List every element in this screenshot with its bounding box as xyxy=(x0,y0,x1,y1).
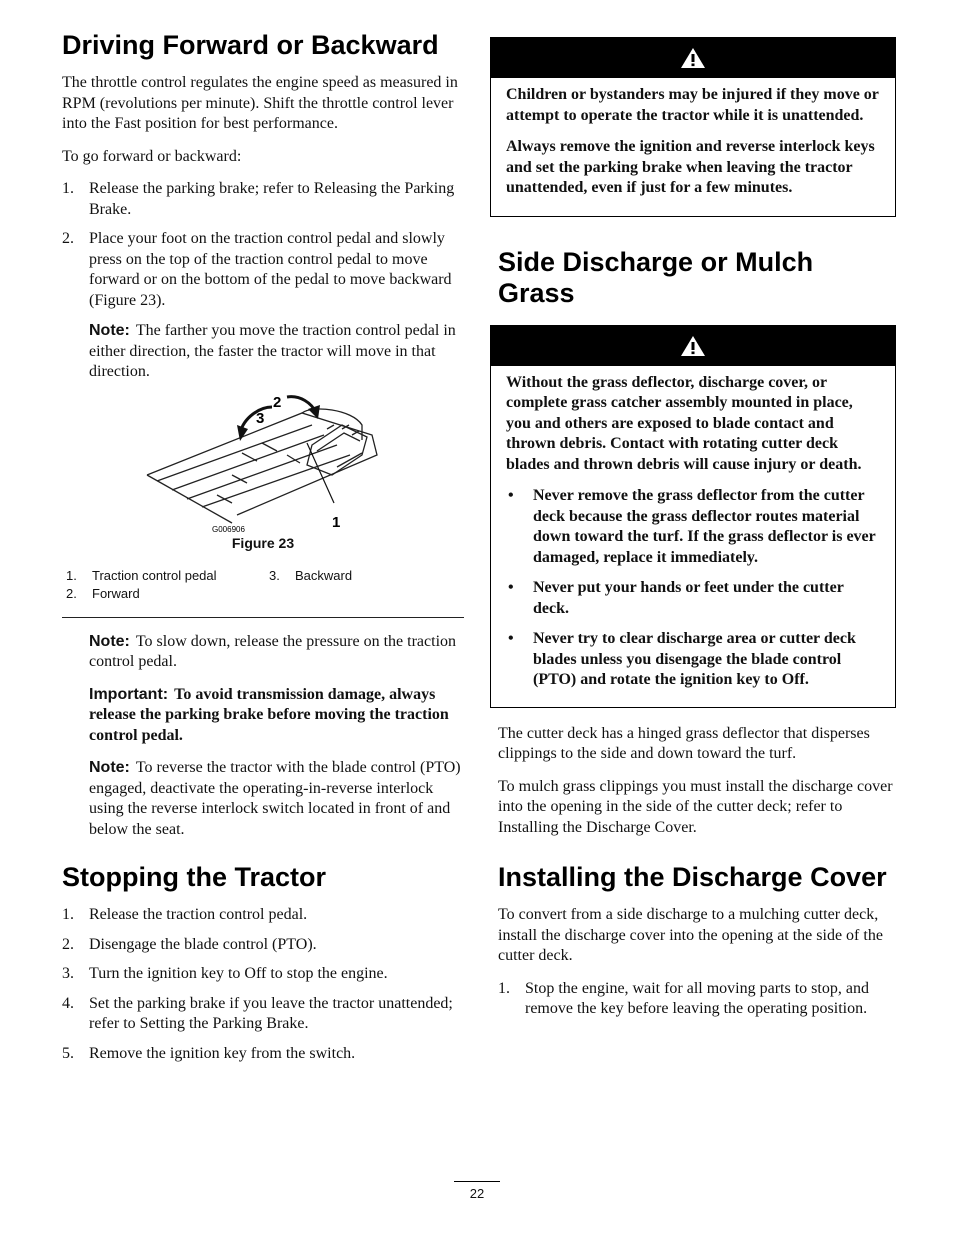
body-paragraph: To convert from a side discharge to a mulching cutter deck, install the discharge cover into the opening at the side of the cutter deck. xyxy=(498,906,883,964)
callout-3: 3 xyxy=(256,409,265,427)
important-transmission: Important: To avoid transmission damage, always release the parking brake before moving the traction control pedal. xyxy=(89,685,449,744)
callout-2: 2 xyxy=(273,394,282,411)
right-column xyxy=(490,37,896,1030)
list-item: • Never remove the grass deflector from the cutter deck because the grass deflector routes material down toward the turf. If the grass deflector is ever damaged, replace it immediately. xyxy=(508,487,876,566)
body-paragraph: The cutter deck has a hinged grass deflector that disperses clippings to the side and down toward the turf. xyxy=(498,724,870,762)
install-steps-list xyxy=(498,979,896,1020)
warning-triangle-icon xyxy=(680,335,706,357)
list-item: 1. Release the traction control pedal. xyxy=(62,906,308,923)
list-item: 3. Turn the ignition key to Off to stop the engine. xyxy=(62,965,388,982)
list-item: • Never put your hands or feet under the cutter deck. xyxy=(508,579,844,617)
body-paragraph: To mulch grass clippings you must install the discharge cover into the opening in the side of the cutter deck; refer to Installing the Discharge Cover. xyxy=(498,777,893,836)
note-reverse: Note: To reverse the tractor with the blade control (PTO) engaged, deactivate the operating-in-reverse interlock using the reverse interlock switch located in front of and below the seat. xyxy=(89,759,461,838)
warning-bullets xyxy=(506,486,881,691)
heading-installing-discharge-cover: Installing the Discharge Cover xyxy=(498,862,887,892)
note-slow-down: Note: To slow down, release the pressure on the traction control pedal. xyxy=(89,632,457,670)
legend-item: 2. Forward xyxy=(66,585,140,601)
list-item: 1. Release the parking brake; refer to Releasing the Parking Brake. xyxy=(62,180,455,218)
side-discharge-text xyxy=(498,724,896,1020)
legend-item: 1. Traction control pedal xyxy=(66,567,217,583)
throttle-paragraph: The throttle control regulates the engine speed as measured in RPM (revolutions per minute). Shift the throttle control lever into the Fast position for best performance. xyxy=(62,74,458,132)
warning-header xyxy=(491,38,895,78)
warning-body xyxy=(491,78,895,216)
figure-caption: Figure 23 xyxy=(231,534,295,551)
traction-pedal-illustration xyxy=(62,395,464,535)
driving-steps-list xyxy=(62,179,464,311)
warning-text: Children or bystanders may be injured if they move or attempt to operate the tractor while it is unattended. xyxy=(506,86,879,124)
list-item: 2. Disengage the blade control (PTO). xyxy=(62,935,317,953)
list-item: • Never try to clear discharge area or cutter deck blades unless you disengage the blade control (PTO) and rotate the ignition key to Off. xyxy=(508,630,856,688)
warning-header xyxy=(491,326,895,366)
warning-triangle-icon xyxy=(680,47,706,69)
lead-paragraph: To go forward or backward: xyxy=(62,147,242,165)
warning-box-unattended xyxy=(490,37,896,217)
callout-1: 1 xyxy=(332,513,341,531)
figure-23 xyxy=(62,395,464,617)
list-item: 1. Stop the engine, wait for all moving parts to stop, and remove the key before leaving the operating position. xyxy=(498,979,869,1017)
warning-box-deflector xyxy=(490,325,896,708)
list-item: 5. Remove the ignition key from the switch. xyxy=(62,1044,356,1062)
heading-side-discharge: Side Discharge or Mulch Grass xyxy=(498,246,814,308)
warning-text: Always remove the ignition and reverse interlock keys and set the parking brake when leaving the tractor unattended, even if just for a few minutes. xyxy=(506,138,875,196)
stopping-steps-list xyxy=(62,905,464,1064)
note-speed: Note: The farther you move the traction control pedal in either direction, the faster the tractor will move in that direction. xyxy=(89,322,456,380)
figure-code: G006906 xyxy=(212,524,245,534)
legend-item: 3. Backward xyxy=(269,567,353,583)
left-column xyxy=(62,30,464,1074)
warning-text: Without the grass deflector, discharge cover, or complete grass catcher assembly mounted in place, you and others are exposed to blade contact and thrown debris. Contact with rotating cutter deck blades and thrown debris will cause injury or death. xyxy=(506,373,862,473)
warning-body xyxy=(491,366,895,707)
figure-divider xyxy=(62,617,464,618)
list-item: 4. Set the parking brake if you leave the tractor unattended; refer to Setting the Parking Brake. xyxy=(62,994,453,1032)
page-number: 22 xyxy=(454,1181,500,1201)
heading-driving-forward-backward: Driving Forward or Backward xyxy=(62,30,439,60)
heading-stopping-tractor: Stopping the Tractor xyxy=(62,862,327,892)
list-item: 2. Place your foot on the traction control pedal and slowly press on the top of the traction control pedal to move forward or on the bottom of the pedal to move backward (Figure 23). xyxy=(62,230,452,309)
